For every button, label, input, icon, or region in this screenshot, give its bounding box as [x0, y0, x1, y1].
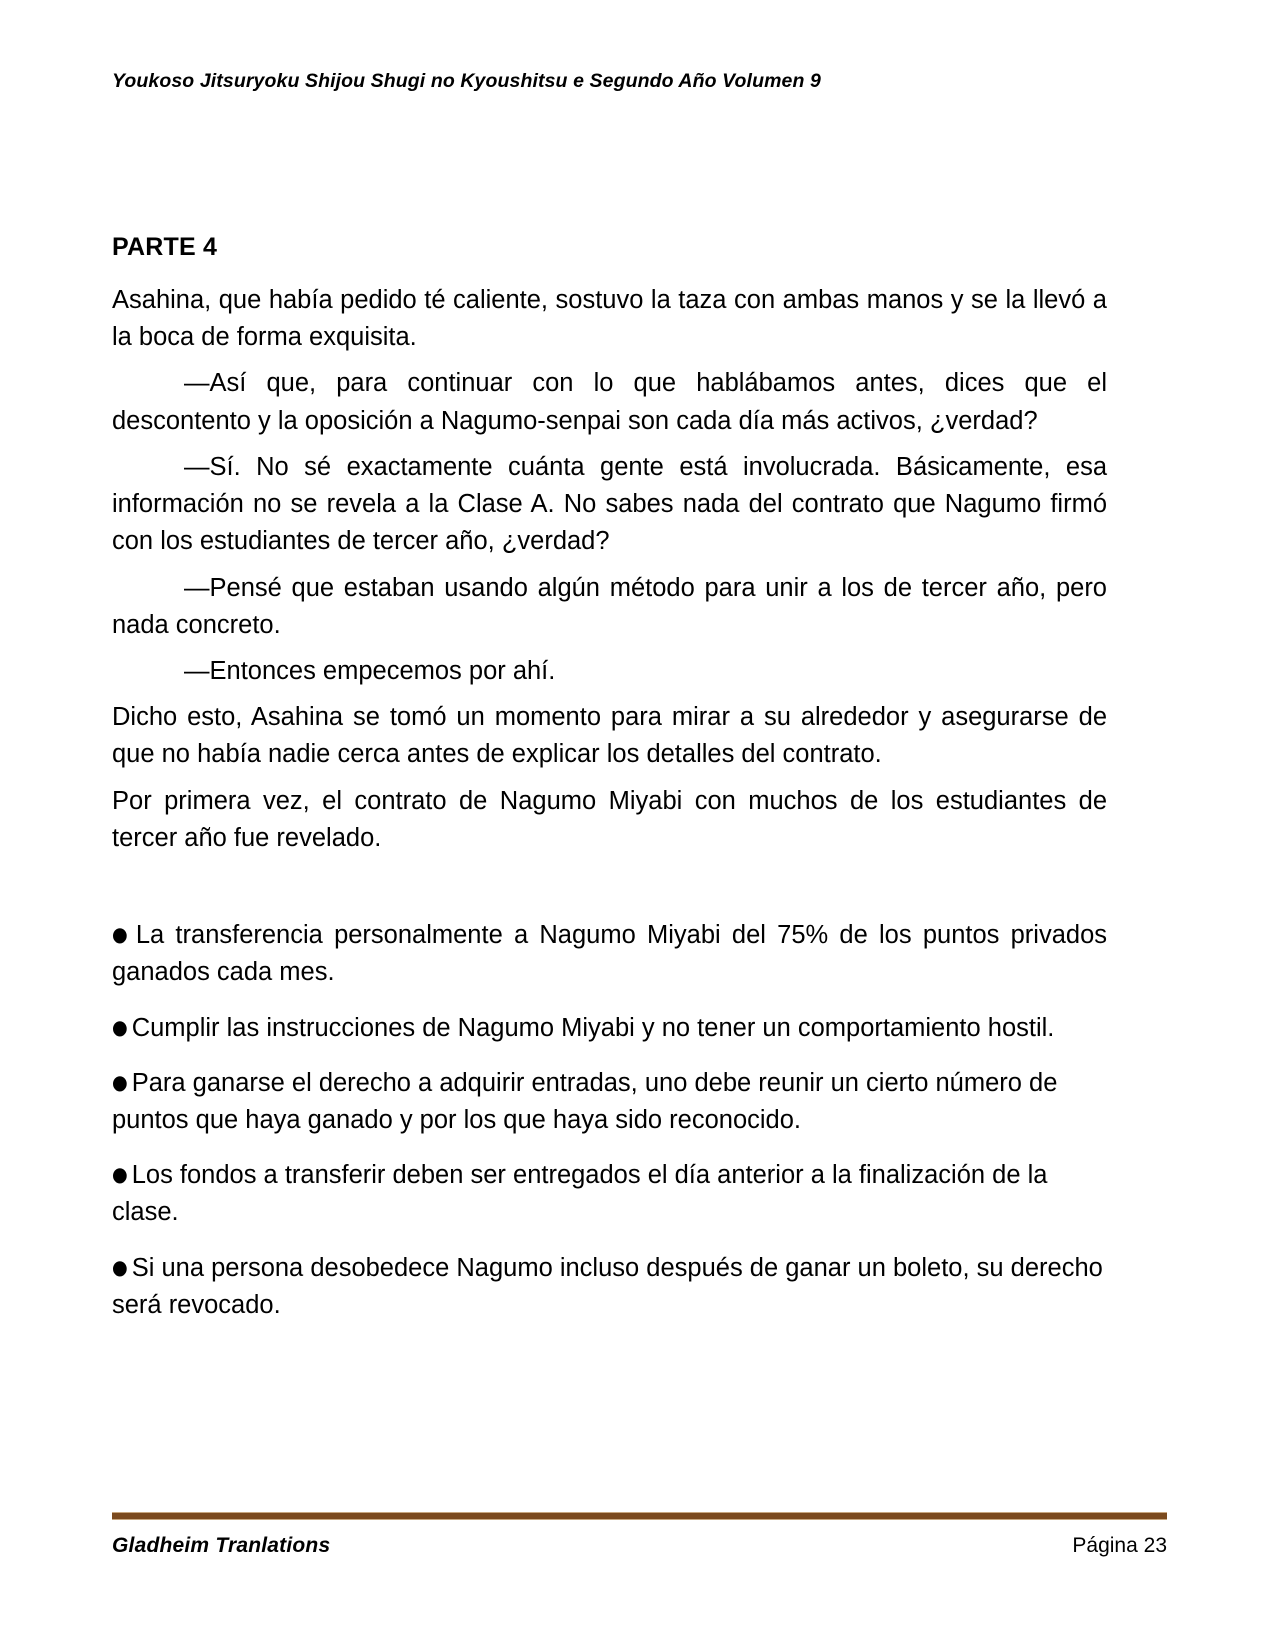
bullet-icon: ●	[112, 1069, 128, 1094]
list-item	[112, 1157, 1107, 1231]
page-title: PARTE 4	[112, 233, 218, 261]
page-footer	[112, 1512, 1167, 1558]
paragraph: Asahina, que había pedido té caliente, sostuvo la taza con ambas manos y se la llevó a la boca de forma exquisita.	[112, 286, 1107, 352]
list-item	[112, 1250, 1107, 1324]
main-text-column	[112, 232, 1107, 1342]
footer-divider	[112, 1512, 1167, 1520]
page-number	[1072, 1534, 1167, 1558]
paragraph: —Pensé que estaban usando algún método para unir a los de tercer año, pero nada concreto.	[112, 573, 1107, 639]
page-number-label: Página	[1072, 1534, 1138, 1557]
running-header: Youkoso Jitsuryoku Shijou Shugi no Kyoushitsu e Segundo Año Volumen 9	[112, 70, 821, 92]
list-item-text: Para ganarse el derecho a adquirir entradas, uno debe reunir un cierto número de puntos que haya ganado y por los que haya sido reconocido.	[112, 1068, 1058, 1134]
list-item-text: Si una persona desobedece Nagumo incluso después de ganar un boleto, su derecho será revocado.	[112, 1253, 1103, 1319]
paragraph: —Entonces empecemos por ahí.	[184, 656, 556, 685]
bullet-icon: ●	[112, 1014, 128, 1039]
translator-credit: Gladheim Tranlations	[112, 1534, 331, 1557]
bullet-icon: ●	[112, 1254, 128, 1279]
paragraph: Dicho esto, Asahina se tomó un momento para mirar a su alrededor y asegurarse de que no había nadie cerca antes de explicar los detalles del contrato.	[112, 703, 1107, 769]
paragraph: Por primera vez, el contrato de Nagumo Miyabi con muchos de los estudiantes de tercer año fue revelado.	[112, 786, 1107, 852]
paragraph: —Así que, para continuar con lo que hablábamos antes, dices que el descontento y la oposición a Nagumo-senpai son cada día más activos, ¿verdad?	[112, 369, 1107, 435]
page-number-value: 23	[1143, 1534, 1167, 1557]
list-item-text: Los fondos a transferir deben ser entregados el día anterior a la finalización de la clase.	[112, 1161, 1048, 1227]
footer-row	[112, 1534, 1167, 1558]
paragraph: —Sí. No sé exactamente cuánta gente está involucrada. Básicamente, esa información no se revela a la Clase A. No sabes nada del contrato que Nagumo firmó con los estudiantes de tercer año, ¿verdad?	[112, 452, 1107, 556]
list-item	[112, 917, 1107, 991]
list-item-text: La transferencia personalmente a Nagumo Miyabi del 75% de los puntos privados ganados cada mes.	[112, 921, 1107, 987]
list-item	[112, 1065, 1107, 1139]
contract-terms-list	[112, 917, 1107, 1324]
bullet-icon: ●	[112, 1162, 128, 1187]
list-item	[112, 1010, 1107, 1047]
list-item-text: Cumplir las instrucciones de Nagumo Miyabi y no tener un comportamiento hostil.	[131, 1013, 1055, 1042]
bullet-icon: ●	[112, 922, 132, 947]
